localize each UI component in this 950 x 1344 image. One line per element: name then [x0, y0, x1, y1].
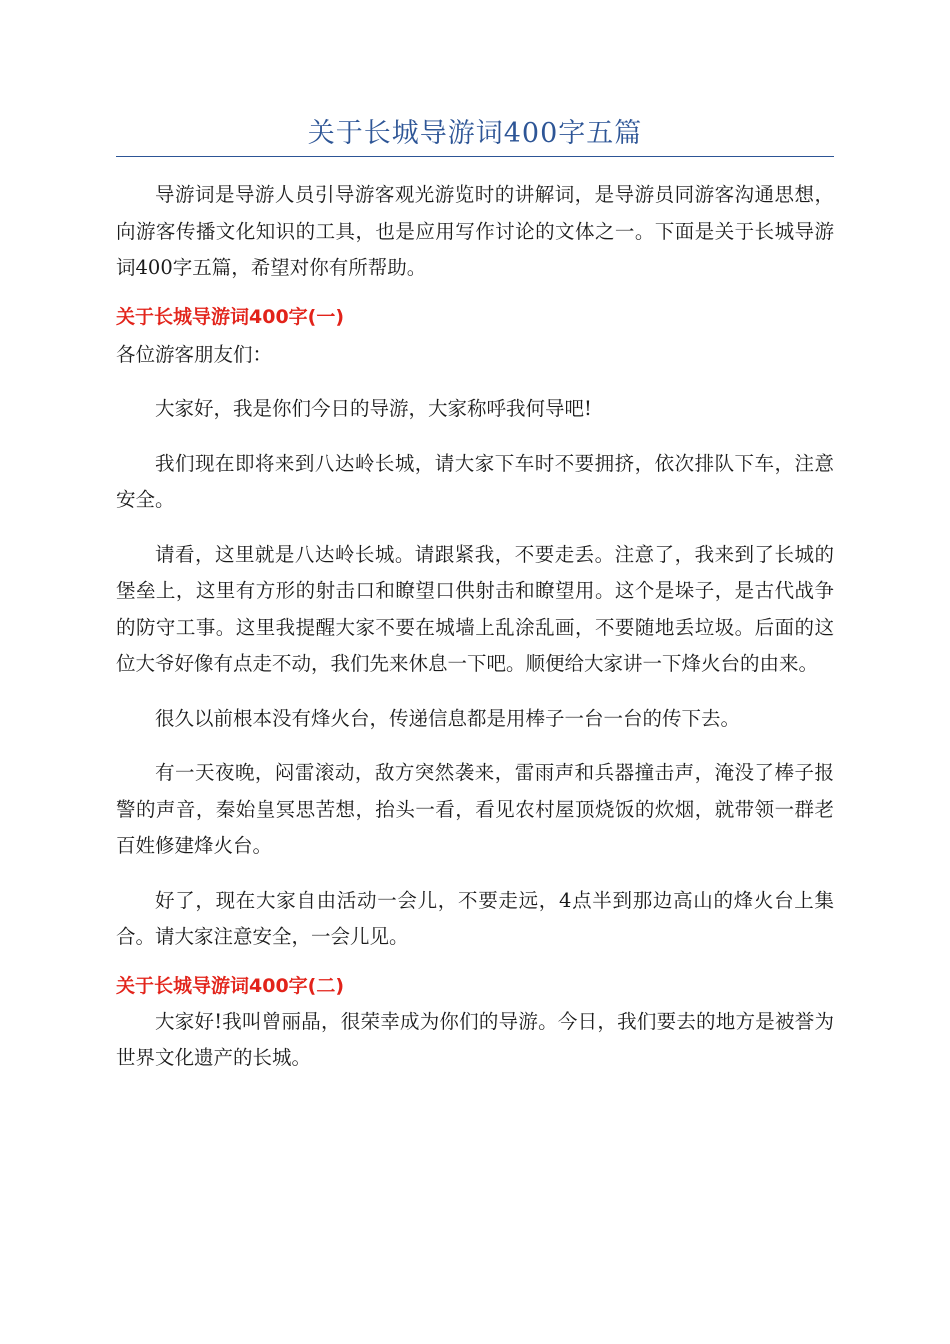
body-paragraph: 有一天夜晚，闷雷滚动，敌方突然袭来，雷雨声和兵器撞击声，淹没了棒子报警的声音，秦始皇冥思苦想，抬头一看，看见农村屋顶烧饭的炊烟，就带领一群老百姓修建烽火台。 — [116, 761, 834, 857]
salutation: 各位游客朋友们： — [116, 342, 273, 366]
body-paragraph: 大家好!我叫曾丽晶，很荣幸成为你们的导游。今日，我们要去的地方是被誉为世界文化遗产的长城。 — [116, 1009, 834, 1069]
body-paragraph: 请看，这里就是八达岭长城。请跟紧我，不要走丢。注意了，我来到了长城的堡垒上，这里有方形的射击口和瞭望口供射击和瞭望用。这个是垛子，是古代战争的防守工事。这里我提醒大家不要在城墙上乱涂乱画，不要随地丢垃圾。后面的这位大爷好像有点走不动，我们先来休息一下吧。顺便给大家讲一下烽火台的由来。 — [116, 542, 834, 675]
document-title: 关于长城导游词400字五篇 — [307, 118, 643, 149]
intro-paragraph: 导游词是导游人员引导游客观光游览时的讲解词，是导游员同游客沟通思想，向游客传播文化知识的工具，也是应用写作讨论的文体之一。下面是关于长城导游词400字五篇，希望对你有所帮助。 — [116, 183, 834, 279]
section-1 — [116, 299, 834, 956]
body-paragraph: 很久以前根本没有烽火台，传递信息都是用棒子一台一台的传下去。 — [155, 706, 741, 730]
body-paragraph: 好了，现在大家自由活动一会儿，不要走远，4点半到那边高山的烽火台上集合。请大家注意安全，一会儿见。 — [116, 888, 834, 948]
section-2 — [116, 968, 834, 1077]
section-heading: 关于长城导游词400字(二) — [116, 974, 345, 997]
section-heading: 关于长城导游词400字(一) — [116, 305, 345, 328]
body-paragraph: 我们现在即将来到八达岭长城，请大家下车时不要拥挤，依次排队下车，注意安全。 — [116, 451, 834, 511]
document-page — [116, 0, 834, 1077]
title-underline — [116, 156, 834, 157]
body-paragraph: 大家好，我是你们今日的导游，大家称呼我何导吧! — [155, 397, 592, 420]
